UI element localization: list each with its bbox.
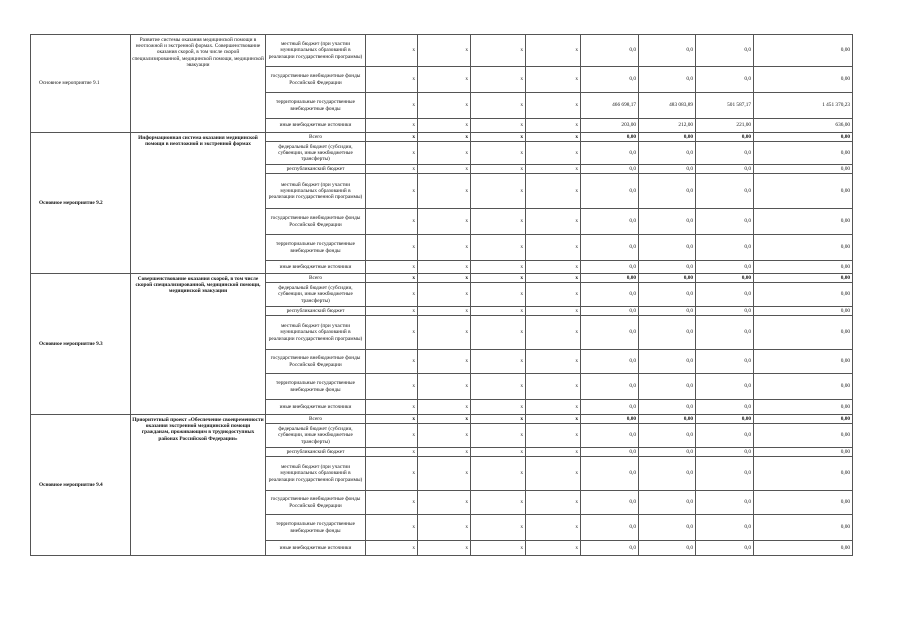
total-value-cell: 0,00	[754, 67, 853, 93]
year-value-cell: 0,0	[639, 283, 696, 307]
not-applicable-cell: x	[418, 374, 471, 400]
total-value-cell: 0,00	[754, 457, 853, 491]
funding-table-page	[30, 34, 852, 556]
not-applicable-cell: x	[418, 457, 471, 491]
not-applicable-cell: x	[471, 235, 526, 261]
not-applicable-cell: x	[366, 374, 418, 400]
year-value-cell: 0,0	[639, 67, 696, 93]
measure-cell: Основное мероприятие 9.1	[31, 35, 131, 133]
year-value-cell: 0,0	[639, 261, 696, 274]
year-value-cell: 221,00	[696, 119, 754, 133]
not-applicable-cell: x	[418, 415, 471, 424]
not-applicable-cell: x	[366, 274, 418, 283]
not-applicable-cell: x	[418, 93, 471, 119]
year-value-cell: 0,0	[639, 209, 696, 235]
not-applicable-cell: x	[366, 400, 418, 415]
not-applicable-cell: x	[471, 415, 526, 424]
not-applicable-cell: x	[526, 119, 581, 133]
not-applicable-cell: x	[526, 307, 581, 316]
total-value-cell: 636,00	[754, 119, 853, 133]
not-applicable-cell: x	[471, 35, 526, 67]
not-applicable-cell: x	[366, 491, 418, 515]
year-value-cell: 0,0	[639, 165, 696, 174]
not-applicable-cell: x	[526, 541, 581, 556]
funding-source-cell: Всего	[266, 133, 366, 142]
total-value-cell: 0,00	[754, 274, 853, 283]
not-applicable-cell: x	[471, 283, 526, 307]
not-applicable-cell: x	[366, 174, 418, 209]
not-applicable-cell: x	[526, 350, 581, 374]
year-value-cell: 0,0	[639, 400, 696, 415]
table-body	[31, 35, 853, 556]
not-applicable-cell: x	[471, 174, 526, 209]
not-applicable-cell: x	[526, 274, 581, 283]
year-value-cell: 0,00	[639, 133, 696, 142]
year-value-cell: 0,0	[696, 541, 754, 556]
not-applicable-cell: x	[366, 448, 418, 457]
funding-source-cell: Всего	[266, 274, 366, 283]
not-applicable-cell: x	[418, 448, 471, 457]
not-applicable-cell: x	[366, 261, 418, 274]
year-value-cell: 0,0	[581, 261, 639, 274]
not-applicable-cell: x	[526, 35, 581, 67]
year-value-cell: 0,0	[639, 541, 696, 556]
not-applicable-cell: x	[418, 119, 471, 133]
year-value-cell: 0,0	[639, 515, 696, 541]
not-applicable-cell: x	[526, 457, 581, 491]
not-applicable-cell: x	[418, 316, 471, 350]
not-applicable-cell: x	[418, 274, 471, 283]
not-applicable-cell: x	[366, 133, 418, 142]
not-applicable-cell: x	[526, 448, 581, 457]
year-value-cell: 0,0	[696, 174, 754, 209]
not-applicable-cell: x	[526, 316, 581, 350]
total-value-cell: 1 451 370,23	[754, 93, 853, 119]
year-value-cell: 0,0	[696, 235, 754, 261]
not-applicable-cell: x	[526, 165, 581, 174]
not-applicable-cell: x	[418, 400, 471, 415]
funding-source-cell: федеральный бюджет (субсидии, субвенции, иные межбюджетные трансферты)	[266, 283, 366, 307]
year-value-cell: 0,0	[696, 209, 754, 235]
total-value-cell: 0,00	[754, 165, 853, 174]
not-applicable-cell: x	[471, 374, 526, 400]
table-row	[31, 133, 853, 142]
not-applicable-cell: x	[418, 307, 471, 316]
year-value-cell: 0,0	[639, 235, 696, 261]
not-applicable-cell: x	[366, 283, 418, 307]
year-value-cell: 0,0	[696, 165, 754, 174]
not-applicable-cell: x	[526, 283, 581, 307]
year-value-cell: 0,0	[639, 448, 696, 457]
year-value-cell: 0,0	[581, 142, 639, 165]
total-value-cell: 0,00	[754, 374, 853, 400]
not-applicable-cell: x	[526, 491, 581, 515]
funding-source-cell: Всего	[266, 415, 366, 424]
not-applicable-cell: x	[418, 541, 471, 556]
not-applicable-cell: x	[526, 93, 581, 119]
funding-source-cell: местный бюджет (при участии муниципальных образований в реализации государственной программы)	[266, 316, 366, 350]
year-value-cell: 0,0	[581, 491, 639, 515]
funding-source-cell: государственные внебюджетные фонды Российской Федерации	[266, 491, 366, 515]
not-applicable-cell: x	[366, 142, 418, 165]
not-applicable-cell: x	[366, 424, 418, 448]
year-value-cell: 0,0	[581, 316, 639, 350]
not-applicable-cell: x	[418, 261, 471, 274]
not-applicable-cell: x	[418, 424, 471, 448]
not-applicable-cell: x	[418, 165, 471, 174]
not-applicable-cell: x	[366, 350, 418, 374]
not-applicable-cell: x	[418, 350, 471, 374]
total-value-cell: 0,00	[754, 541, 853, 556]
year-value-cell: 501 587,17	[696, 93, 754, 119]
year-value-cell: 0,0	[639, 491, 696, 515]
year-value-cell: 0,0	[639, 374, 696, 400]
funding-source-cell: республиканский бюджет	[266, 307, 366, 316]
not-applicable-cell: x	[471, 515, 526, 541]
year-value-cell: 0,0	[696, 307, 754, 316]
total-value-cell: 0,00	[754, 515, 853, 541]
not-applicable-cell: x	[366, 541, 418, 556]
not-applicable-cell: x	[366, 35, 418, 67]
year-value-cell: 0,0	[581, 165, 639, 174]
not-applicable-cell: x	[418, 35, 471, 67]
year-value-cell: 0,0	[581, 209, 639, 235]
funding-source-cell: республиканский бюджет	[266, 448, 366, 457]
not-applicable-cell: x	[471, 491, 526, 515]
not-applicable-cell: x	[418, 491, 471, 515]
year-value-cell: 203,00	[581, 119, 639, 133]
not-applicable-cell: x	[471, 307, 526, 316]
funding-source-cell: территориальные государственные внебюджетные фонды	[266, 93, 366, 119]
not-applicable-cell: x	[471, 209, 526, 235]
year-value-cell: 0,0	[696, 67, 754, 93]
year-value-cell: 0,0	[639, 424, 696, 448]
funding-source-cell: федеральный бюджет (субсидии, субвенции, иные межбюджетные трансферты)	[266, 142, 366, 165]
year-value-cell: 0,0	[696, 35, 754, 67]
year-value-cell: 0,0	[581, 457, 639, 491]
funding-source-cell: иные внебюджетные источники	[266, 119, 366, 133]
year-value-cell: 0,0	[581, 67, 639, 93]
not-applicable-cell: x	[471, 67, 526, 93]
funding-source-cell: территориальные государственные внебюджетные фонды	[266, 515, 366, 541]
table-row	[31, 274, 853, 283]
year-value-cell: 0,00	[696, 274, 754, 283]
year-value-cell: 0,0	[639, 350, 696, 374]
funding-source-cell: федеральный бюджет (субсидии, субвенции, иные межбюджетные трансферты)	[266, 424, 366, 448]
not-applicable-cell: x	[366, 209, 418, 235]
not-applicable-cell: x	[418, 283, 471, 307]
year-value-cell: 0,00	[581, 133, 639, 142]
funding-source-cell: иные внебюджетные источники	[266, 400, 366, 415]
not-applicable-cell: x	[366, 415, 418, 424]
not-applicable-cell: x	[526, 261, 581, 274]
not-applicable-cell: x	[471, 261, 526, 274]
measure-cell: Основное мероприятие 9.2	[31, 133, 131, 274]
not-applicable-cell: x	[418, 67, 471, 93]
measure-description-cell: Совершенствование оказания скорой, в том числе скорой специализированной, медицинской помощи, медицинской эвакуации	[131, 274, 266, 415]
year-value-cell: 0,0	[581, 400, 639, 415]
not-applicable-cell: x	[418, 133, 471, 142]
funding-source-cell: иные внебюджетные источники	[266, 541, 366, 556]
not-applicable-cell: x	[471, 424, 526, 448]
year-value-cell: 0,0	[581, 307, 639, 316]
total-value-cell: 0,00	[754, 400, 853, 415]
year-value-cell: 0,0	[696, 400, 754, 415]
funding-source-cell: территориальные государственные внебюджетные фонды	[266, 235, 366, 261]
not-applicable-cell: x	[471, 316, 526, 350]
total-value-cell: 0,00	[754, 35, 853, 67]
not-applicable-cell: x	[471, 165, 526, 174]
not-applicable-cell: x	[526, 67, 581, 93]
not-applicable-cell: x	[471, 541, 526, 556]
year-value-cell: 0,00	[581, 274, 639, 283]
funding-source-cell: местный бюджет (при участии муниципальных образований в реализации государственной программы)	[266, 35, 366, 67]
year-value-cell: 0,0	[581, 515, 639, 541]
total-value-cell: 0,00	[754, 350, 853, 374]
total-value-cell: 0,00	[754, 174, 853, 209]
year-value-cell: 0,0	[696, 316, 754, 350]
year-value-cell: 0,0	[581, 174, 639, 209]
total-value-cell: 0,00	[754, 316, 853, 350]
not-applicable-cell: x	[366, 316, 418, 350]
year-value-cell: 0,00	[639, 274, 696, 283]
not-applicable-cell: x	[471, 350, 526, 374]
year-value-cell: 0,00	[696, 415, 754, 424]
year-value-cell: 0,0	[696, 424, 754, 448]
not-applicable-cell: x	[526, 400, 581, 415]
total-value-cell: 0,00	[754, 235, 853, 261]
not-applicable-cell: x	[418, 515, 471, 541]
not-applicable-cell: x	[471, 457, 526, 491]
funding-source-cell: государственные внебюджетные фонды Российской Федерации	[266, 67, 366, 93]
year-value-cell: 0,0	[581, 541, 639, 556]
not-applicable-cell: x	[366, 515, 418, 541]
not-applicable-cell: x	[526, 133, 581, 142]
funding-source-cell: местный бюджет (при участии муниципальных образований в реализации государственной программы)	[266, 457, 366, 491]
year-value-cell: 0,0	[639, 35, 696, 67]
year-value-cell: 0,0	[581, 235, 639, 261]
not-applicable-cell: x	[366, 165, 418, 174]
year-value-cell: 0,0	[581, 374, 639, 400]
not-applicable-cell: x	[526, 209, 581, 235]
measure-cell: Основное мероприятие 9.4	[31, 415, 131, 556]
total-value-cell: 0,00	[754, 415, 853, 424]
not-applicable-cell: x	[471, 274, 526, 283]
year-value-cell: 0,0	[581, 424, 639, 448]
funding-source-cell: иные внебюджетные источники	[266, 261, 366, 274]
not-applicable-cell: x	[526, 415, 581, 424]
funding-source-cell: территориальные государственные внебюджетные фонды	[266, 374, 366, 400]
not-applicable-cell: x	[526, 174, 581, 209]
year-value-cell: 0,0	[696, 261, 754, 274]
not-applicable-cell: x	[471, 93, 526, 119]
not-applicable-cell: x	[366, 67, 418, 93]
year-value-cell: 0,0	[696, 374, 754, 400]
year-value-cell: 0,0	[639, 457, 696, 491]
not-applicable-cell: x	[418, 235, 471, 261]
total-value-cell: 0,00	[754, 448, 853, 457]
total-value-cell: 0,00	[754, 133, 853, 142]
year-value-cell: 0,0	[581, 283, 639, 307]
year-value-cell: 0,0	[581, 448, 639, 457]
not-applicable-cell: x	[471, 400, 526, 415]
total-value-cell: 0,00	[754, 142, 853, 165]
table-row	[31, 35, 853, 67]
total-value-cell: 0,00	[754, 307, 853, 316]
funding-source-cell: государственные внебюджетные фонды Российской Федерации	[266, 350, 366, 374]
funding-source-cell: местный бюджет (при участии муниципальных образований в реализации государственной программы)	[266, 174, 366, 209]
not-applicable-cell: x	[418, 142, 471, 165]
not-applicable-cell: x	[366, 307, 418, 316]
not-applicable-cell: x	[366, 235, 418, 261]
year-value-cell: 0,00	[639, 415, 696, 424]
not-applicable-cell: x	[418, 174, 471, 209]
year-value-cell: 0,0	[581, 35, 639, 67]
year-value-cell: 212,00	[639, 119, 696, 133]
year-value-cell: 0,00	[696, 133, 754, 142]
not-applicable-cell: x	[526, 424, 581, 448]
year-value-cell: 0,0	[581, 350, 639, 374]
measure-description-cell: Приоритетный проект «Обеспечение своевременности оказания экстренной медицинской помощи гражданам, проживающим в труднодоступных районах Российской Федерации»	[131, 415, 266, 556]
year-value-cell: 466 698,17	[581, 93, 639, 119]
year-value-cell: 0,0	[639, 142, 696, 165]
year-value-cell: 0,0	[696, 142, 754, 165]
year-value-cell: 0,0	[639, 174, 696, 209]
not-applicable-cell: x	[471, 133, 526, 142]
total-value-cell: 0,00	[754, 261, 853, 274]
funding-source-cell: республиканский бюджет	[266, 165, 366, 174]
not-applicable-cell: x	[526, 374, 581, 400]
year-value-cell: 0,0	[696, 515, 754, 541]
total-value-cell: 0,00	[754, 283, 853, 307]
table-row	[31, 415, 853, 424]
not-applicable-cell: x	[526, 142, 581, 165]
not-applicable-cell: x	[366, 119, 418, 133]
measure-description-cell: Развитие системы оказания медицинской помощи в неотложной и экстренной формах. Совершенствование оказания скорой, в том числе скорой специализированной, медицинской помощи, медицинской эвакуации	[131, 35, 266, 133]
not-applicable-cell: x	[418, 209, 471, 235]
year-value-cell: 0,0	[639, 307, 696, 316]
year-value-cell: 0,00	[581, 415, 639, 424]
year-value-cell: 0,0	[696, 491, 754, 515]
year-value-cell: 0,0	[696, 283, 754, 307]
not-applicable-cell: x	[471, 142, 526, 165]
funding-source-cell: государственные внебюджетные фонды Российской Федерации	[266, 209, 366, 235]
funding-table	[30, 34, 853, 556]
measure-cell: Основное мероприятие 9.3	[31, 274, 131, 415]
measure-description-cell: Информационная система оказания медицинской помощи в неотложной и экстренной формах	[131, 133, 266, 274]
year-value-cell: 483 083,89	[639, 93, 696, 119]
not-applicable-cell: x	[366, 457, 418, 491]
total-value-cell: 0,00	[754, 424, 853, 448]
not-applicable-cell: x	[366, 93, 418, 119]
not-applicable-cell: x	[471, 119, 526, 133]
year-value-cell: 0,0	[639, 316, 696, 350]
not-applicable-cell: x	[526, 235, 581, 261]
total-value-cell: 0,00	[754, 491, 853, 515]
year-value-cell: 0,0	[696, 448, 754, 457]
year-value-cell: 0,0	[696, 350, 754, 374]
not-applicable-cell: x	[526, 515, 581, 541]
year-value-cell: 0,0	[696, 457, 754, 491]
total-value-cell: 0,00	[754, 209, 853, 235]
not-applicable-cell: x	[471, 448, 526, 457]
